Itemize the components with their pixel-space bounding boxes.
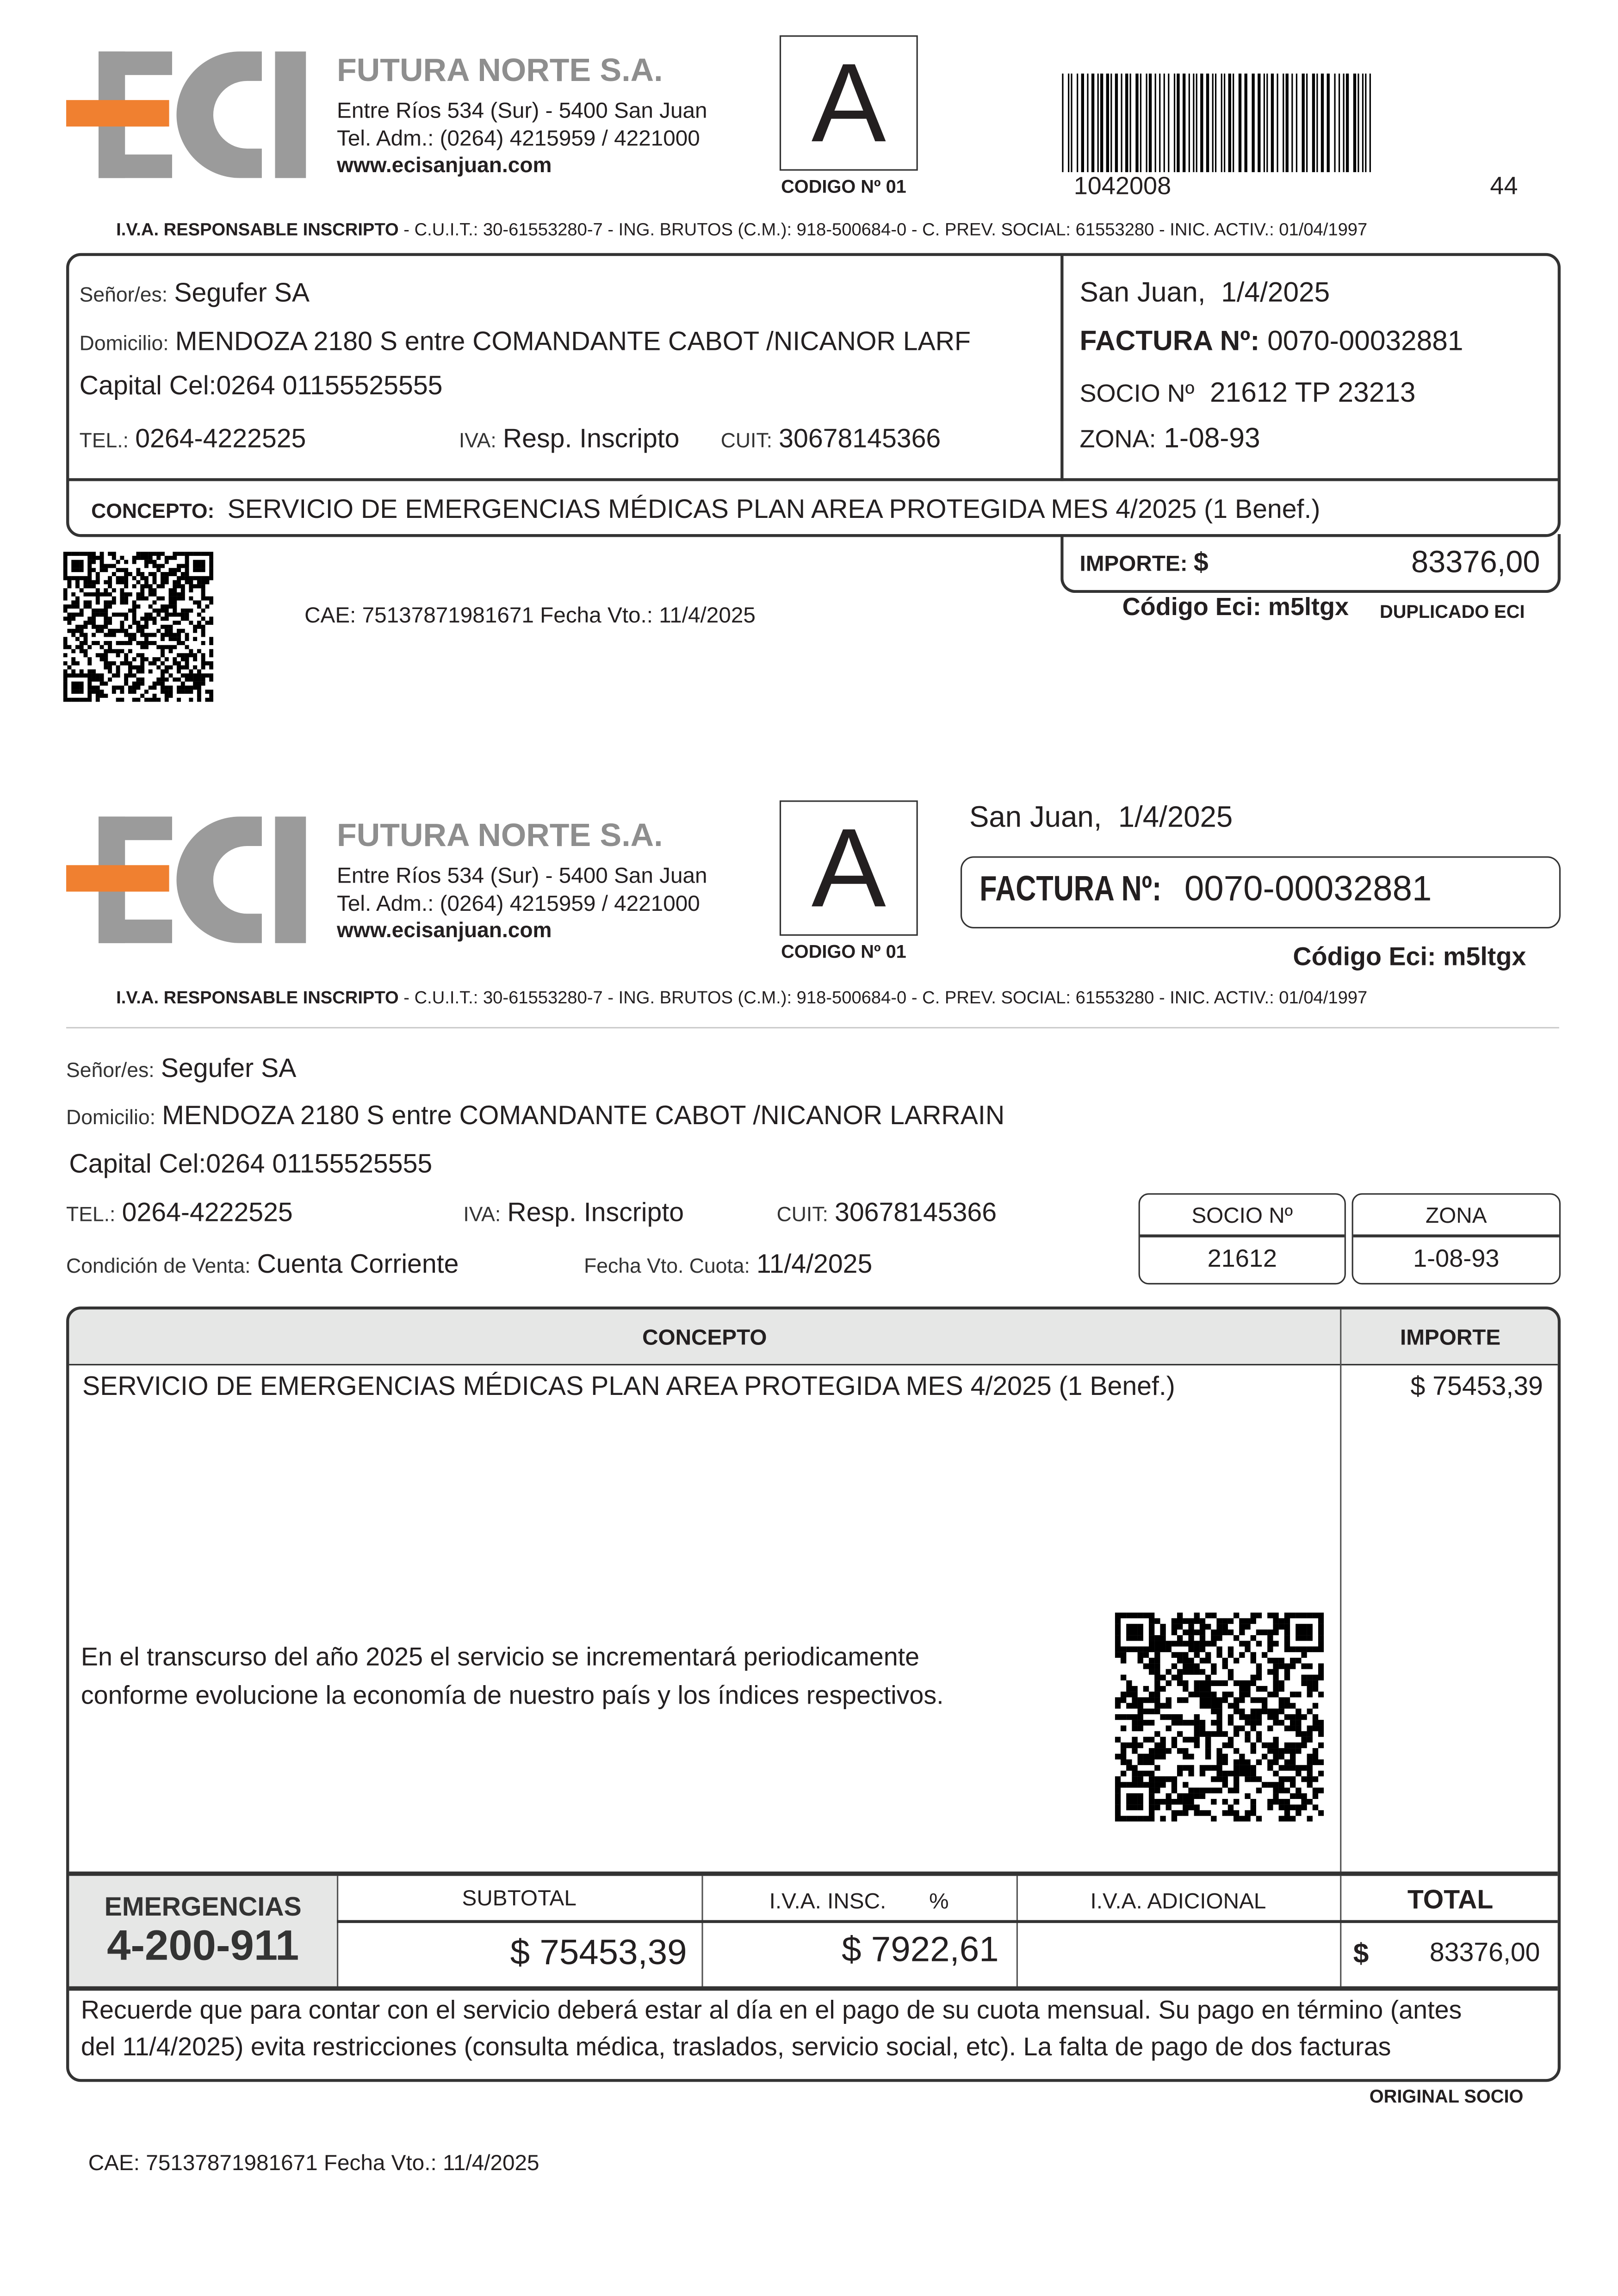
note-line1: En el transcurso del año 2025 el servicio se incrementará periodicamente xyxy=(81,1642,920,1672)
currency: $ xyxy=(1193,547,1209,577)
customer-iva: Resp. Inscripto xyxy=(502,423,680,454)
zona: 1-08-93 xyxy=(1164,423,1260,455)
copy-label-top: DUPLICADO ECI xyxy=(1379,602,1525,622)
invoice-type-letter: A xyxy=(811,41,886,167)
barcode-bar xyxy=(1245,74,1247,172)
eci-logo xyxy=(66,51,309,178)
sale-condition-row xyxy=(66,1249,459,1280)
tax-info-bold: I.V.A. RESPONSABLE INSCRIPTO xyxy=(116,987,399,1008)
company-address: Entre Ríos 534 (Sur) - 5400 San Juan xyxy=(337,864,707,889)
invoice-number-box xyxy=(961,856,1561,928)
barcode-bar xyxy=(1145,74,1147,172)
importe-value: 83376,00 xyxy=(1411,546,1540,580)
barcode-bar xyxy=(1135,74,1138,172)
label: Señor/es: xyxy=(79,282,168,306)
customer-address2: Capital Cel:0264 01155525555 xyxy=(69,1149,433,1179)
barcode-bar xyxy=(1282,74,1283,172)
barcode-bar xyxy=(1159,74,1160,172)
customer-address-row xyxy=(80,327,1009,358)
tax-info-text: - C.U.I.T.: 30-61553280-7 - ING. BRUTOS (C.M.): 918-500684-0 - C. PREV. SOCIAL: 61553280 - INIC. ACTIV.: 01/04/1997 xyxy=(398,987,1368,1008)
label: IVA: xyxy=(459,428,496,452)
place: San Juan, xyxy=(1079,278,1206,309)
barcode-bar xyxy=(1189,74,1190,172)
due-date: 11/4/2025 xyxy=(756,1249,873,1279)
barcode xyxy=(1062,74,1374,172)
barcode-bar xyxy=(1215,74,1216,172)
company-address: Entre Ríos 534 (Sur) - 5400 San Juan xyxy=(337,98,707,124)
barcode-bar xyxy=(1091,74,1094,172)
barcode-bar xyxy=(1277,74,1278,172)
concept-table xyxy=(66,1307,1561,2082)
barcode-bar xyxy=(1316,74,1318,172)
row-importe: $ 75453,39 xyxy=(1410,1371,1543,1401)
divider xyxy=(66,1027,1559,1028)
barcode-bar xyxy=(1333,74,1335,172)
label: CONCEPTO: xyxy=(91,498,215,523)
barcode-bar xyxy=(1140,74,1141,172)
importe-box xyxy=(1060,534,1561,593)
customer-tel: 0264-4222525 xyxy=(135,423,306,454)
barcode-bar xyxy=(1227,74,1230,172)
label: Domicilio: xyxy=(79,331,169,355)
label: Condición de Venta: xyxy=(66,1253,251,1277)
barcode-bar xyxy=(1168,74,1169,172)
iva-add-label: I.V.A. ADICIONAL xyxy=(1090,1889,1266,1915)
barcode-bar xyxy=(1251,74,1254,172)
label: IVA: xyxy=(463,1202,501,1226)
invoice-type-box xyxy=(780,35,918,170)
cuit-row xyxy=(777,1198,997,1229)
subtotal: $ 75453,39 xyxy=(510,1933,687,1973)
iva-row xyxy=(463,1198,684,1229)
company-web: www.ecisanjuan.com xyxy=(337,919,552,943)
emergencias-cell xyxy=(69,1876,337,1988)
label: I.V.A. INSC. xyxy=(769,1889,886,1915)
company-phone: Tel. Adm.: (0264) 4215959 / 4221000 xyxy=(337,126,700,152)
customer-address2: Capital Cel:0264 01155525555 xyxy=(79,371,443,400)
zona-row xyxy=(1079,424,1260,456)
barcode-bar xyxy=(1100,74,1103,172)
tax-info-line xyxy=(116,987,1367,1008)
date: 1/4/2025 xyxy=(1118,802,1233,834)
concept-row xyxy=(91,494,1320,525)
label: IMPORTE: xyxy=(1079,552,1188,577)
total: 83376,00 xyxy=(1429,1937,1540,1967)
socio-number: 21612 xyxy=(1207,1244,1277,1273)
barcode-bar xyxy=(1121,74,1122,172)
invoice-type-box xyxy=(780,800,918,935)
row-concept: SERVICIO DE EMERGENCIAS MÉDICAS PLAN AREA PROTEGIDA MES 4/2025 (1 Benef.) xyxy=(82,1371,1175,1401)
barcode-bar xyxy=(1163,74,1164,172)
cae-top: CAE: 75137871981671 Fecha Vto.: 11/4/2025 xyxy=(304,603,756,628)
barcode-bar xyxy=(1311,74,1314,172)
barcode-bar xyxy=(1361,74,1363,172)
qr-code xyxy=(63,552,213,702)
label: FACTURA Nº: xyxy=(1079,326,1260,358)
col-concept: CONCEPTO xyxy=(642,1325,767,1351)
barcode-bar xyxy=(1211,74,1213,172)
customer-address: MENDOZA 2180 S entre COMANDANTE CABOT /NICANOR LARRAIN xyxy=(162,1100,1005,1130)
label: CUIT: xyxy=(720,428,773,452)
barcode-bar xyxy=(1263,74,1264,172)
label: FACTURA Nº: xyxy=(979,869,1162,909)
label: Señor/es: xyxy=(66,1058,155,1082)
footer-line1: Recuerde que para contar con el servicio deberá estar al día en el pago de su cuota mensual. Su pago en término (antes xyxy=(81,1995,1462,2025)
customer-cuit: 30678145366 xyxy=(779,423,941,454)
label: CUIT: xyxy=(776,1202,828,1226)
barcode-bar xyxy=(1358,74,1359,172)
barcode-bar xyxy=(1086,74,1088,172)
label: TEL.: xyxy=(66,1202,116,1226)
socio-row xyxy=(1079,378,1415,411)
barcode-bar xyxy=(1301,74,1304,172)
company-name: FUTURA NORTE S.A. xyxy=(337,51,663,88)
cuit-row xyxy=(721,424,941,455)
barcode-bar xyxy=(1369,74,1370,172)
barcode-bar xyxy=(1206,74,1209,172)
company-phone: Tel. Adm.: (0264) 4215959 / 4221000 xyxy=(337,891,700,917)
customer-name-row xyxy=(66,1053,296,1084)
company-name: FUTURA NORTE S.A. xyxy=(337,816,663,853)
company-web: www.ecisanjuan.com xyxy=(337,154,552,178)
barcode-bar xyxy=(1200,74,1203,172)
barcode-bar xyxy=(1306,74,1308,172)
col-importe: IMPORTE xyxy=(1400,1325,1501,1351)
barcode-bar xyxy=(1182,74,1184,172)
barcode-bar xyxy=(1105,74,1108,172)
barcode-bar xyxy=(1071,74,1072,172)
emergencias-label: EMERGENCIAS xyxy=(104,1892,302,1922)
barcode-bar xyxy=(1327,74,1330,172)
invoice-number: 0070-00032881 xyxy=(1267,326,1463,358)
iva-amount: $ 7922,61 xyxy=(842,1930,999,1970)
tax-info-text: - C.U.I.T.: 30-61553280-7 - ING. BRUTOS (C.M.): 918-500684-0 - C. PREV. SOCIAL: 61553280 - INIC. ACTIV.: 01/04/1997 xyxy=(398,219,1368,240)
barcode-bar xyxy=(1196,74,1197,172)
barcode-bar xyxy=(1154,74,1155,172)
invoice-type-code: CODIGO Nº 01 xyxy=(781,941,906,963)
concept: SERVICIO DE EMERGENCIAS MÉDICAS PLAN AREA PROTEGIDA MES 4/2025 (1 Benef.) xyxy=(227,494,1320,524)
place-date xyxy=(969,802,1233,836)
date: 1/4/2025 xyxy=(1221,278,1330,309)
barcode-bar xyxy=(1224,74,1225,172)
customer-address: MENDOZA 2180 S entre COMANDANTE CABOT /NICANOR LARF xyxy=(175,326,971,356)
place: San Juan, xyxy=(969,802,1102,834)
barcode-bar xyxy=(1081,74,1084,172)
sale-condition: Cuenta Corriente xyxy=(257,1249,459,1279)
barcode-bar xyxy=(1238,74,1240,172)
barcode-bar xyxy=(1266,74,1268,172)
zona-label: ZONA xyxy=(1426,1203,1487,1229)
invoice-number: 0070-00032881 xyxy=(1184,869,1432,909)
subtotal-label: SUBTOTAL xyxy=(462,1886,577,1911)
copy-label-bottom: ORIGINAL SOCIO xyxy=(1369,2086,1524,2107)
socio-label: SOCIO Nº xyxy=(1191,1203,1293,1229)
codigo-eci-top: Código Eci: m5ltgx xyxy=(1122,593,1349,621)
tel-row xyxy=(66,1198,293,1229)
qr-code xyxy=(1115,1612,1324,1821)
due-date-row xyxy=(584,1249,872,1280)
socio-number: 21612 TP 23213 xyxy=(1210,378,1416,409)
codigo-eci: Código Eci: m5ltgx xyxy=(1293,941,1526,971)
barcode-bar xyxy=(1258,74,1260,172)
customer-address-row xyxy=(66,1101,1004,1132)
barcode-bar xyxy=(1352,74,1355,172)
customer-name: Segufer SA xyxy=(161,1053,297,1083)
barcode-bar xyxy=(1076,74,1078,172)
total-currency: $ xyxy=(1353,1939,1369,1970)
barcode-bar xyxy=(1220,74,1221,172)
barcode-bar xyxy=(1296,74,1297,172)
label: SOCIO Nº xyxy=(1079,380,1195,408)
barcode-bar xyxy=(1062,74,1063,172)
barcode-bar xyxy=(1149,74,1152,172)
barcode-number: 1042008 xyxy=(1073,172,1172,200)
iva-label xyxy=(701,1889,1016,1914)
socio-box xyxy=(1139,1193,1346,1284)
label: Domicilio: xyxy=(66,1105,155,1129)
tax-info-bold: I.V.A. RESPONSABLE INSCRIPTO xyxy=(116,219,399,240)
label: Fecha Vto. Cuota: xyxy=(584,1253,750,1277)
footer-line2: del 11/4/2025) evita restricciones (consulta médica, traslados, servicio social, etc). La falta de pago de dos facturas xyxy=(81,2032,1391,2061)
barcode-bar xyxy=(1067,74,1068,172)
customer-iva: Resp. Inscripto xyxy=(507,1197,684,1227)
invoice-type-letter: A xyxy=(811,806,886,932)
barcode-bar xyxy=(1342,74,1344,172)
invoice-number-row xyxy=(1079,327,1463,359)
barcode-bar xyxy=(1173,74,1174,172)
barcode-bar xyxy=(1110,74,1112,172)
barcode-bar xyxy=(1286,74,1289,172)
barcode-bar xyxy=(1177,74,1179,172)
total-label: TOTAL xyxy=(1407,1885,1494,1915)
note-line2: conforme evolucione la economía de nuestro país y los índices respectivos. xyxy=(81,1680,944,1710)
barcode-suffix: 44 xyxy=(1490,172,1518,200)
barcode-bar xyxy=(1270,74,1273,172)
barcode-bar xyxy=(1365,74,1366,172)
iva-pct: % xyxy=(929,1889,949,1915)
barcode-bar xyxy=(1233,74,1234,172)
customer-cuit: 30678145366 xyxy=(834,1197,997,1227)
barcode-bar xyxy=(1130,74,1131,172)
cae-bottom: CAE: 75137871981671 Fecha Vto.: 11/4/2025 xyxy=(88,2151,539,2176)
tax-info-line xyxy=(116,219,1367,240)
barcode-bar xyxy=(1291,74,1292,172)
invoice-number-row xyxy=(979,870,1432,911)
place-date xyxy=(1079,278,1330,311)
barcode-bar xyxy=(1114,74,1117,172)
zona-box xyxy=(1352,1193,1561,1284)
invoice-type-code: CODIGO Nº 01 xyxy=(781,176,906,197)
barcode-bar xyxy=(1192,74,1194,172)
barcode-bar xyxy=(1346,74,1349,172)
customer-name: Segufer SA xyxy=(174,278,310,308)
barcode-bar xyxy=(1124,74,1127,172)
barcode-bar xyxy=(1320,74,1323,172)
iva-row xyxy=(459,424,680,455)
barcode-bar xyxy=(1339,74,1340,172)
label: TEL.: xyxy=(79,428,129,452)
zona: 1-08-93 xyxy=(1413,1244,1500,1273)
tel-row xyxy=(80,424,306,455)
customer-name-row xyxy=(80,278,310,309)
barcode-bar xyxy=(1097,74,1098,172)
customer-tel: 0264-4222525 xyxy=(122,1197,293,1227)
eci-logo xyxy=(66,816,309,943)
importe-label xyxy=(1079,548,1208,579)
emergencias-phone: 4-200-911 xyxy=(107,1923,299,1970)
label: ZONA: xyxy=(1079,425,1156,454)
